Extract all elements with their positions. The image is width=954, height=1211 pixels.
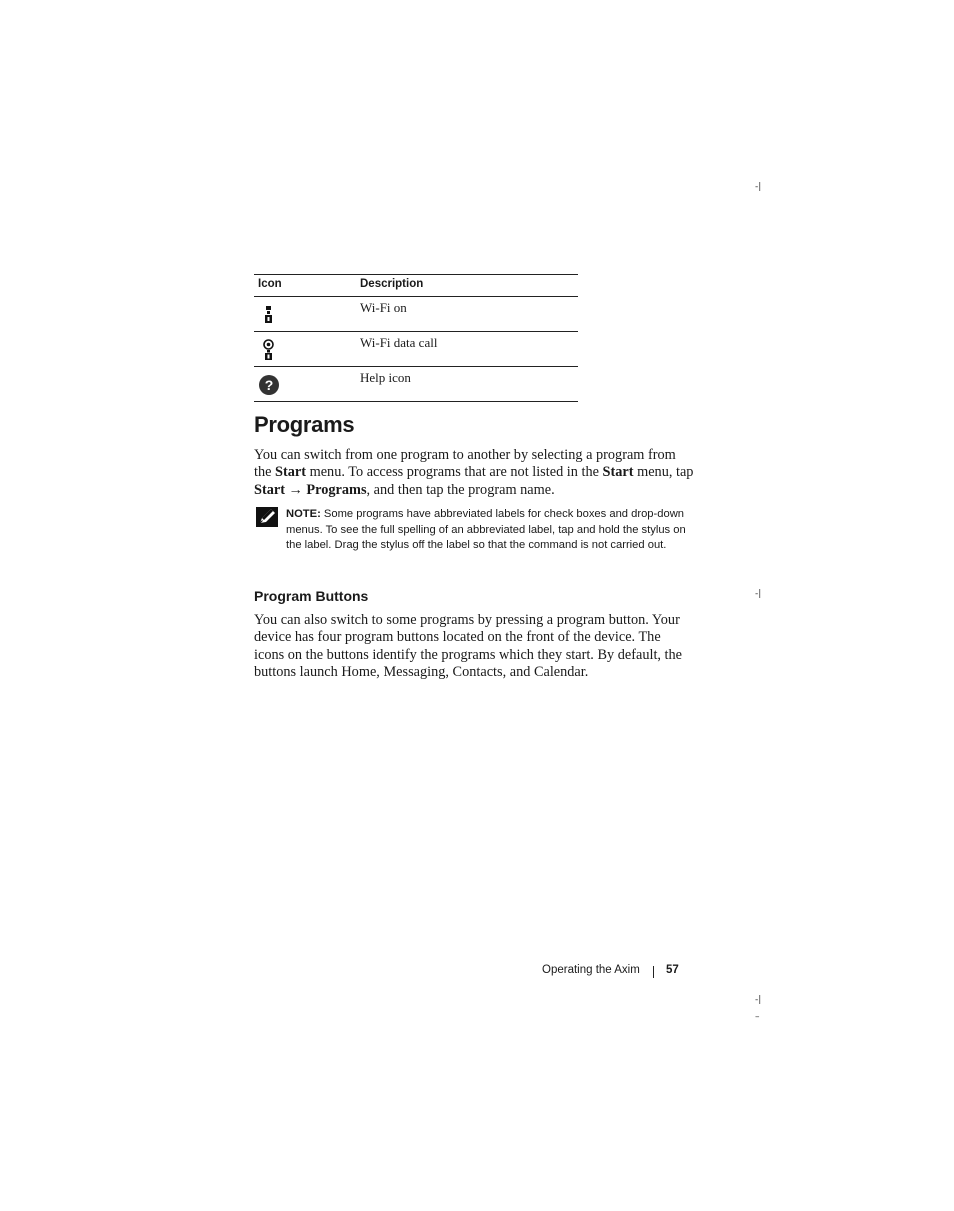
crop-mark-top-right: -| (755, 182, 762, 192)
wifi-data-call-icon (258, 339, 280, 361)
start-menu-label: Start (602, 464, 634, 481)
table-header (254, 274, 578, 297)
section-title: Programs (254, 412, 355, 437)
note-body: Some programs have abbreviated labels for check boxes and drop-down menus. To see the full spelling of an abbreviated label, tap and hold the stylus on the label. Drag the stylus off the label so that the command is not carried out. (286, 508, 686, 552)
header-icon: Icon (258, 278, 282, 290)
footer-separator (653, 966, 654, 978)
help-icon (258, 374, 280, 396)
header-description: Description (360, 278, 424, 290)
start-menu-label: Start (275, 464, 307, 481)
page-number: 57 (666, 964, 679, 976)
note-label: NOTE: (286, 508, 321, 520)
note-pencil-icon (256, 507, 278, 527)
intro-paragraph (254, 447, 694, 499)
row-description: Wi-Fi data call (360, 335, 438, 350)
intro-text: menu, tap (633, 464, 694, 481)
row-description: Wi-Fi on (360, 300, 407, 315)
note-text (286, 507, 696, 554)
crop-mark-mid-right: -| (755, 589, 762, 599)
start-menu-label: Start (254, 481, 285, 498)
intro-text: , and then tap the program name. (366, 481, 555, 498)
intro-text: menu. To access programs that are not listed in the (306, 464, 603, 481)
intro-text: You can switch from one program to another by selecting a program from the (254, 447, 676, 481)
svg-text:?: ? (264, 377, 274, 393)
table-row (254, 297, 578, 332)
table-row (254, 332, 578, 367)
table-row (254, 367, 578, 402)
crop-mark-bottom-right: -| (755, 995, 762, 1005)
wifi-on-icon (258, 304, 280, 326)
crop-mark-bottom-dash: – (755, 1012, 760, 1022)
footer-chapter: Operating the Axim (542, 964, 640, 976)
arrow-icon: → (284, 481, 307, 498)
row-description: Help icon (360, 370, 411, 385)
icon-table (254, 274, 578, 402)
program-buttons-paragraph: You can also switch to some programs by pressing a program button. Your device has four program buttons located on the front of the device. The icons on the buttons identify the programs which they start. By default, the buttons launch Home, Messaging, Contacts, and Calendar. (254, 612, 683, 680)
programs-menu-label: Programs (306, 481, 367, 498)
subsection-title: Program Buttons (254, 588, 369, 604)
